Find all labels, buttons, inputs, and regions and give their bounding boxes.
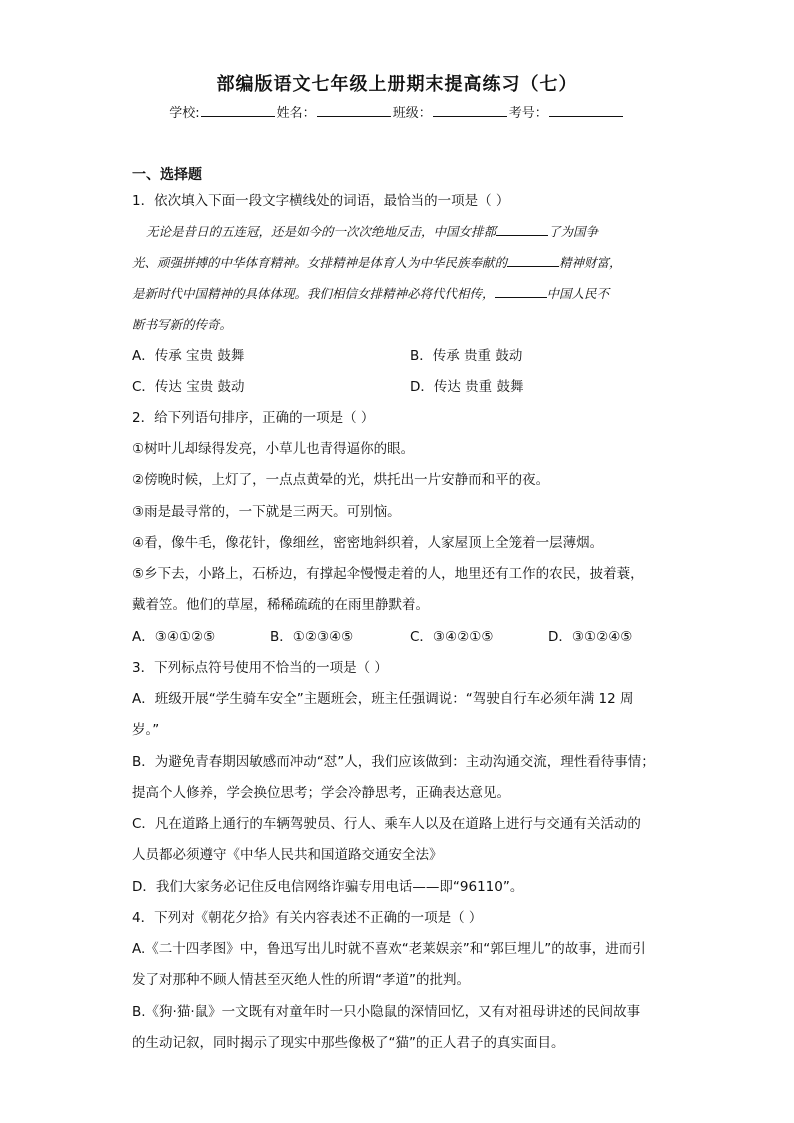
q3-option-c-line1[interactable]: C．凡在道路上通行的车辆驾驶员、行人、乘车人以及在道路上进行与交通有关活动的 bbox=[132, 816, 641, 832]
q1-option-c[interactable]: C．传达 宝贵 鼓动 bbox=[132, 379, 245, 395]
q2-sentence-5-line1: ⑤乡下去，小路上，石桥边，有撑起伞慢慢走着的人，地里还有工作的农民，披着蓑， bbox=[132, 566, 644, 582]
q1-blank-2[interactable] bbox=[507, 254, 559, 267]
q1-passage-text: 光、顽强拼搏的中华体育精神。女排精神是体育人为中华民族奉献的 bbox=[132, 255, 508, 270]
q4-option-a-line2[interactable]: 发了对那种不顾人情甚至灭绝人性的所谓“孝道”的批判。 bbox=[132, 972, 470, 988]
q3-option-c-line2[interactable]: 人员都必须遵守《中华人民共和国道路交通安全法》 bbox=[132, 847, 443, 863]
q1-blank-1[interactable] bbox=[496, 223, 548, 236]
name-label: 姓名： bbox=[276, 106, 316, 121]
q3-option-b-line1[interactable]: B．为避免青春期因敏感而冲动“怼”人，我们应该做到：主动沟通交流，理性看待事情； bbox=[132, 754, 655, 770]
q2-option-c[interactable]: C．③④②①⑤ bbox=[410, 629, 494, 645]
school-blank[interactable] bbox=[201, 104, 275, 117]
q2-sentence-2: ②傍晚时候，上灯了，一点点黄晕的光，烘托出一片安静而和平的夜。 bbox=[132, 472, 550, 488]
q1-passage-line4: 断书写新的传奇。 bbox=[132, 317, 233, 332]
q3-option-d[interactable]: D．我们大家务必记住反电信网络诈骗专用电话——即“96110”。 bbox=[132, 879, 524, 895]
class-blank[interactable] bbox=[433, 104, 507, 117]
q1-passage-text: 是新时代中国精神的具体体现。我们相信女排精神必将代代相传， bbox=[132, 286, 495, 301]
q2-sentence-3: ③雨是最寻常的，一下就是三两天。可别恼。 bbox=[132, 504, 401, 520]
q1-passage-text: 无论是昔日的五连冠，还是如今的一次次绝地反击，中国女排都 bbox=[146, 224, 497, 239]
school-label: 学校: bbox=[169, 106, 200, 121]
q1-blank-3[interactable] bbox=[495, 285, 547, 298]
q1-passage-line2 bbox=[132, 253, 622, 273]
q2-sentence-5-line2: 戴着笠。他们的草屋，稀稀疏疏的在雨里静默着。 bbox=[132, 597, 429, 613]
q4-stem: 4．下列对《朝花夕拾》有关内容表述不正确的一项是（ ） bbox=[132, 910, 483, 926]
q1-passage-text: 中国人民不 bbox=[546, 286, 610, 301]
exam-no-label: 考号： bbox=[508, 106, 548, 121]
q3-stem: 3．下列标点符号使用不恰当的一项是（ ） bbox=[132, 660, 388, 676]
q1-option-a[interactable]: A．传承 宝贵 鼓舞 bbox=[132, 348, 245, 364]
q1-option-b[interactable]: B．传承 贵重 鼓动 bbox=[410, 348, 523, 364]
student-info-row bbox=[0, 102, 794, 121]
q4-option-b-line2[interactable]: 的生动记叙，同时揭示了现实中那些像极了“猫”的正人君子的真实面目。 bbox=[132, 1035, 565, 1051]
q3-option-a-line2[interactable]: 岁。” bbox=[132, 722, 160, 738]
q3-option-a-line1[interactable]: A．班级开展“学生骑车安全”主题班会，班主任强调说：“驾驶自行车必须年满 12 周 bbox=[132, 691, 634, 707]
section-heading: 一、选择题 bbox=[132, 167, 202, 183]
q1-passage-line3 bbox=[132, 284, 609, 304]
q2-option-d[interactable]: D．③①②④⑤ bbox=[548, 629, 633, 645]
q2-sentence-4: ④看，像牛毛，像花针，像细丝，密密地斜织着，人家屋顶上全笼着一层薄烟。 bbox=[132, 535, 604, 551]
q3-option-b-line2[interactable]: 提高个人修养，学会换位思考；学会冷静思考，正确表达意见。 bbox=[132, 785, 510, 801]
q2-option-b[interactable]: B．①②③④⑤ bbox=[270, 629, 354, 645]
q4-option-b-line1[interactable]: B.《狗·猫·鼠》一文既有对童年时一只小隐鼠的深情回忆，又有对祖母讲述的民间故事 bbox=[132, 1004, 641, 1020]
q1-passage-text: 精神财富， bbox=[559, 255, 622, 270]
page-title: 部编版语文七年级上册期末提高练习（七） bbox=[216, 74, 578, 95]
q1-stem: 1．依次填入下面一段文字横线处的词语，最恰当的一项是（ ） bbox=[132, 193, 510, 209]
class-label: 班级： bbox=[392, 106, 432, 121]
q1-option-d[interactable]: D．传达 贵重 鼓舞 bbox=[410, 379, 524, 395]
q2-stem: 2．给下列语句排序，正确的一项是（ ） bbox=[132, 410, 375, 426]
q2-option-a[interactable]: A．③④①②⑤ bbox=[132, 629, 216, 645]
q1-passage-text: 了为国争 bbox=[548, 224, 599, 239]
q1-passage-line1 bbox=[146, 222, 598, 242]
q2-sentence-1: ①树叶儿却绿得发亮，小草儿也青得逼你的眼。 bbox=[132, 441, 415, 457]
name-blank[interactable] bbox=[317, 104, 391, 117]
exam-no-blank[interactable] bbox=[549, 104, 623, 117]
q4-option-a-line1[interactable]: A.《二十四孝图》中，鲁迅写出儿时就不喜欢“老莱娱亲”和“郭巨埋儿”的故事，进而引 bbox=[132, 941, 646, 957]
